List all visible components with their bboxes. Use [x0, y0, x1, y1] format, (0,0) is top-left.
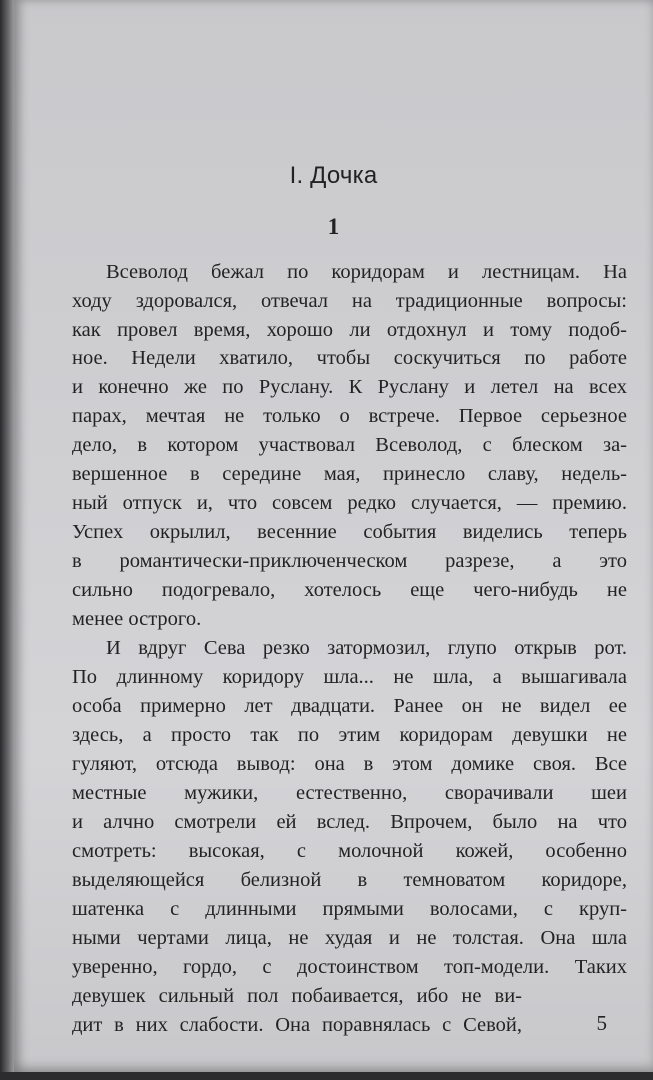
text-line: как провел время, хорошо ли отдохнул и тому подоб- [72, 319, 627, 341]
text-line: дело, в котором участвовал Всеволод, с блеском за- [72, 434, 627, 456]
text-line: и конечно же по Руслану. К Руслану и летел на всех [72, 376, 627, 398]
text-line: менее острого. [72, 608, 202, 630]
text-line: ный отпуск и, что совсем редко случается, — премию. [72, 492, 627, 514]
text-line: Всеволод бежал по коридорам и лестницам. На [106, 261, 627, 283]
section-number: 1 [327, 214, 340, 239]
chapter-title: I. Дочка [289, 162, 378, 189]
text-line: дит в них слабости. Она поравнялась с Севой, [72, 1014, 522, 1036]
text-line: уверенно, гордо, с достоинством топ-модели. Таких [72, 956, 627, 978]
text-line: шатенка с длинными прямыми волосами, с круп- [72, 898, 627, 920]
text-line: парах, мечтая не только о встрече. Первое серьезное [72, 405, 627, 427]
text-line: девушек сильный пол побаивается, ибо не ви- [72, 985, 522, 1007]
text-line: ными чертами лица, не худая и не толстая. Она шла [72, 927, 627, 949]
text-line: местные мужики, естественно, сворачивали шеи [72, 782, 627, 804]
text-line: гуляют, отсюда вывод: она в этом домике своя. Все [72, 753, 627, 775]
text-line: сильно подогревало, хотелось еще чего-нибудь не [72, 579, 627, 601]
text-line: в романтически-приключенческом разрезе, а это [72, 550, 627, 572]
text-line: вершенное в середине мая, принесло славу, недель- [72, 463, 627, 485]
book-page [14, 0, 653, 1072]
text-line: смотреть: высокая, с молочной кожей, особенно [72, 840, 627, 862]
page-bottom-edge [0, 1072, 653, 1080]
text-line: ное. Недели хватило, чтобы соскучиться по работе [72, 347, 627, 369]
text-line: особа примерно лет двадцати. Ранее он не видел ее [72, 695, 627, 717]
text-line: И вдруг Сева резко затормозил, глупо открыв рот. [106, 637, 627, 659]
page-number: 5 [596, 1011, 607, 1035]
text-line: По длинному коридору шла... не шла, а вышагивала [72, 666, 627, 688]
text-line: и алчно смотрели ей вслед. Впрочем, было на что [72, 811, 627, 833]
text-line: ходу здоровался, отвечал на традиционные вопросы: [72, 290, 627, 312]
book-spine [0, 0, 14, 1080]
text-line: здесь, а просто так по этим коридорам девушки не [72, 724, 627, 746]
text-line: Успех окрылил, весенние события виделись теперь [72, 521, 627, 543]
text-line: выделяющейся белизной в темноватом коридоре, [72, 869, 627, 891]
